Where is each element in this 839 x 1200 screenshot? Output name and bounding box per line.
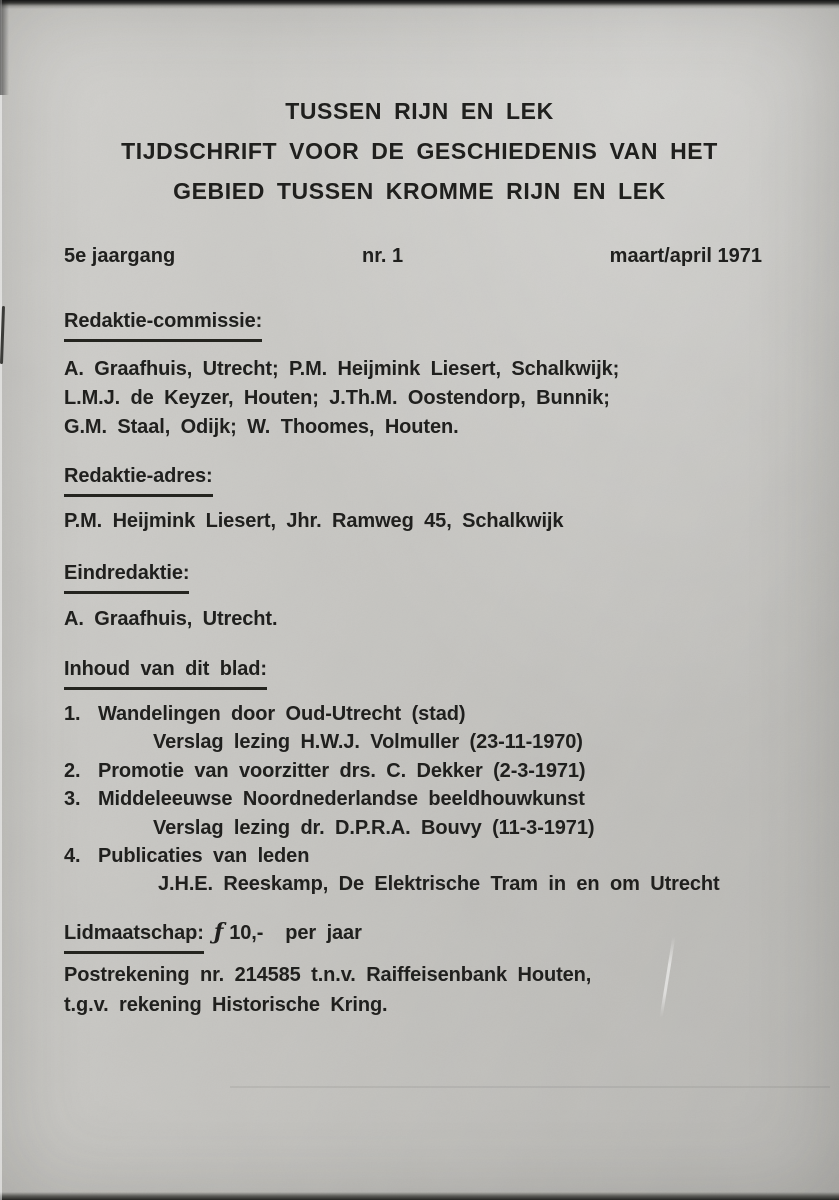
issue-volume: 5e jaargang xyxy=(64,245,176,267)
eindredaktie-line: A. Graafhuis, Utrecht. xyxy=(64,608,278,630)
section-redaktie-adres-body xyxy=(64,507,563,536)
issue-number: nr. 1 xyxy=(362,245,404,267)
toc-item xyxy=(64,757,784,785)
paper-crease xyxy=(230,1086,830,1088)
issue-date: maart/april 1971 xyxy=(609,245,762,267)
toc-item xyxy=(64,700,784,728)
membership-period: per jaar xyxy=(285,922,362,944)
toc-item xyxy=(64,785,784,813)
scan-edge-top xyxy=(0,0,839,9)
journal-subtitle-line2: GEBIED TUSSEN KROMME RIJN EN LEK xyxy=(173,178,666,204)
scan-corner-shadow xyxy=(0,0,9,95)
heading-underlined: Eindredaktie: xyxy=(64,562,189,594)
section-redaktie-adres-heading xyxy=(64,465,213,497)
toc-item-sub: J.H.E. Reeskamp, De Elektrische Tram in en om Utrecht xyxy=(158,873,720,896)
membership-label-underlined: Lidmaatschap: xyxy=(64,922,204,954)
membership-amount: 10,- xyxy=(229,922,264,944)
florin-currency-sign: ƒ xyxy=(213,919,224,945)
adres-line: P.M. Heijmink Liesert, Jhr. Ramweg 45, Schalkwijk xyxy=(64,510,564,532)
heading-underlined: Redaktie-adres: xyxy=(64,465,213,497)
commissie-line: L.M.J. de Keyzer, Houten; J.Th.M. Oostendorp, Bunnik; xyxy=(64,387,610,409)
toc-item-sub: Verslag lezing dr. D.P.R.A. Bouvy (11-3-1971) xyxy=(153,816,595,839)
section-redaktie-commissie-heading xyxy=(64,310,262,342)
scan-mark-left-edge xyxy=(0,306,5,364)
bank-details xyxy=(64,960,591,1020)
bank-line: Postrekening nr. 214585 t.n.v. Raiffeisenbank Houten, xyxy=(64,964,592,986)
toc-item-number: 1. xyxy=(64,703,81,725)
toc-item-title: Promotie van voorzitter drs. C. Dekker (2-3-1971) xyxy=(98,759,586,782)
journal-subtitle-line1: TIJDSCHRIFT VOOR DE GESCHIEDENIS VAN HET xyxy=(121,138,718,164)
paper-scratch xyxy=(660,936,676,1017)
commissie-line: A. Graafhuis, Utrecht; P.M. Heijmink Liesert, Schalkwijk; xyxy=(64,358,620,380)
toc-item-title: Middeleeuwse Noordnederlandse beeldhouwkunst xyxy=(98,788,585,811)
toc-item-number: 4. xyxy=(64,845,81,868)
scan-edge-bottom xyxy=(0,1192,839,1200)
section-redaktie-commissie-body xyxy=(64,355,619,442)
commissie-line: G.M. Staal, Odijk; W. Thoomes, Houten. xyxy=(64,416,459,438)
toc-item-title: Wandelingen door Oud-Utrecht (stad) xyxy=(98,703,466,725)
heading-underlined: Inhoud van dit blad: xyxy=(64,658,267,690)
toc-item xyxy=(64,842,784,870)
toc-item-title: Publicaties van leden xyxy=(98,845,310,868)
membership-line xyxy=(64,919,362,954)
journal-title: TUSSEN RIJN EN LEK xyxy=(285,98,554,124)
table-of-contents xyxy=(64,700,784,899)
toc-item-number: 3. xyxy=(64,788,81,811)
heading-underlined: Redaktie-commissie: xyxy=(64,310,262,342)
masthead xyxy=(0,91,839,211)
issue-info-row xyxy=(64,245,772,275)
toc-item-sub: Verslag lezing H.W.J. Volmuller (23-11-1970) xyxy=(153,731,583,754)
toc-item-number: 2. xyxy=(64,759,81,782)
section-eindredaktie-heading xyxy=(64,562,189,594)
section-inhoud-heading xyxy=(64,658,267,690)
section-eindredaktie-body xyxy=(64,605,277,634)
bank-line: t.g.v. rekening Historische Kring. xyxy=(64,994,388,1016)
